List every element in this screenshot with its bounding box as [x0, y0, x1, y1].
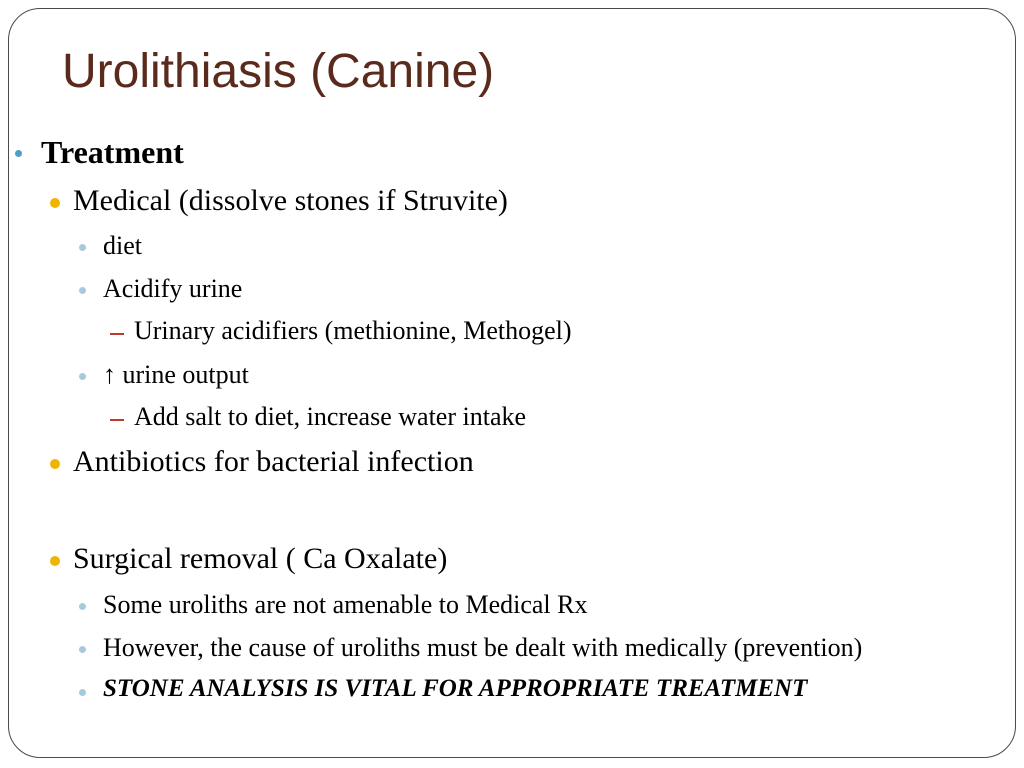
bullet-dot — [15, 150, 22, 157]
item-urinary-acidifiers: Urinary acidifiers (methionine, Methogel) — [134, 316, 572, 345]
item-antibiotics: Antibiotics for bacterial infection — [73, 445, 474, 478]
bullet-dot — [79, 646, 86, 653]
item-stone-analysis: STONE ANALYSIS IS VITAL FOR APPROPRIATE TREATMENT — [103, 675, 808, 702]
dash-marker — [110, 333, 124, 335]
item-urine-output: ↑ urine output — [103, 360, 249, 389]
item-acidify-urine: Acidify urine — [103, 274, 243, 303]
bullet-dot — [79, 287, 86, 294]
bullet-dot — [79, 603, 86, 610]
bullet-dot — [50, 459, 60, 469]
item-medical: Medical (dissolve stones if Struvite) — [73, 184, 508, 217]
bullet-dot — [50, 198, 60, 208]
bullet-dot — [79, 689, 86, 696]
slide-title: Urolithiasis (Canine) — [62, 45, 495, 98]
item-diet: diet — [103, 231, 142, 260]
bullet-dot — [79, 244, 86, 251]
bullet-dot — [79, 373, 86, 380]
item-surgical-removal: Surgical removal ( Ca Oxalate) — [73, 542, 448, 575]
dash-marker — [110, 419, 124, 421]
bullet-dot — [50, 556, 60, 566]
item-add-salt: Add salt to diet, increase water intake — [134, 402, 527, 431]
item-prevention: However, the cause of uroliths must be dealt with medically (prevention) — [103, 633, 863, 662]
item-not-amenable: Some uroliths are not amenable to Medical Rx — [103, 590, 588, 619]
heading-treatment: Treatment — [41, 134, 184, 170]
